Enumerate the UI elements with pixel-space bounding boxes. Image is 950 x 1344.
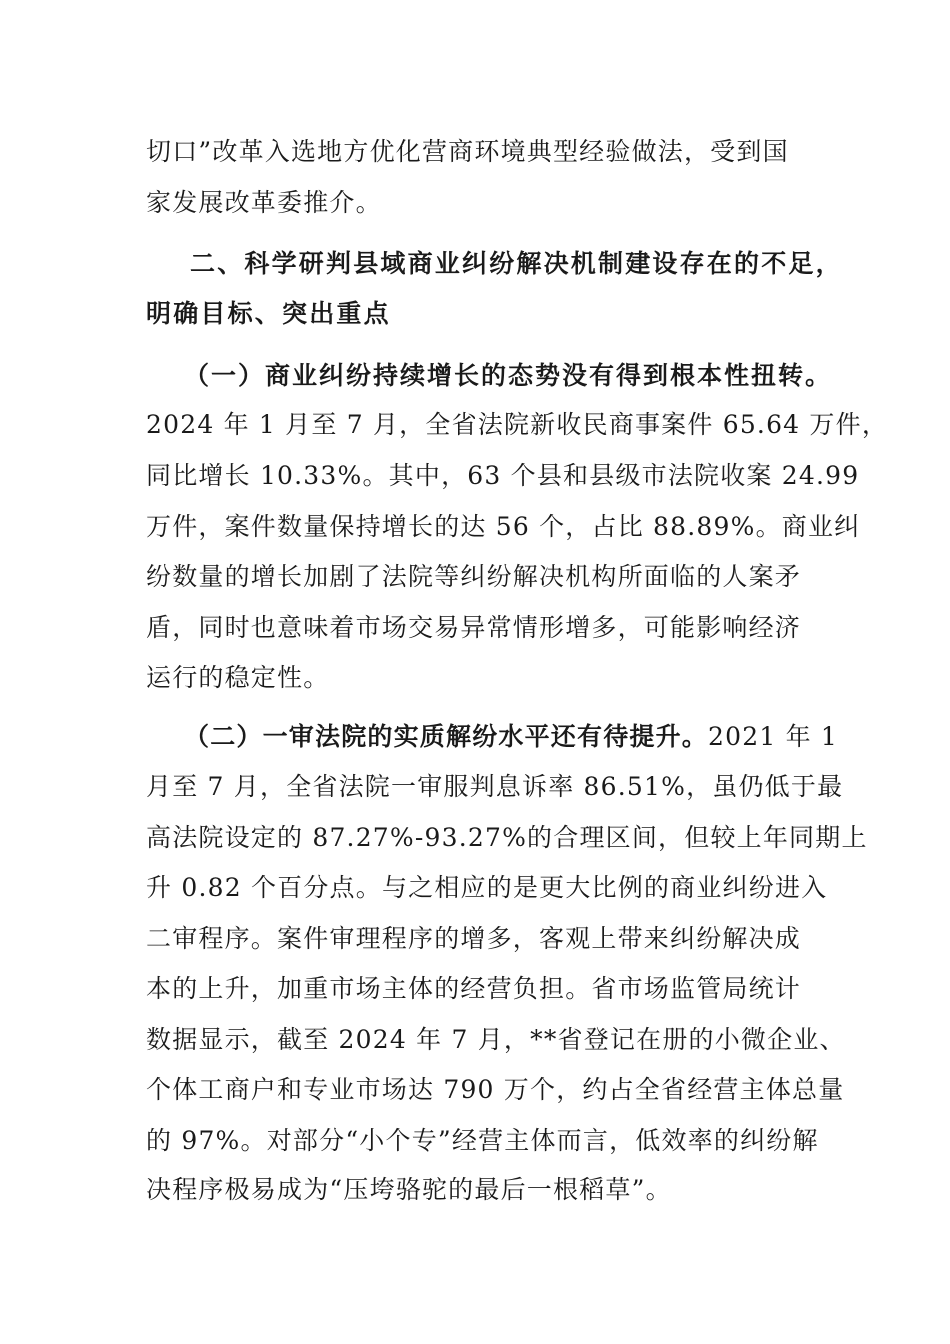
paragraph-line: 数据显示，截至 2024 年 7 月，**省登记在册的小微企业、 bbox=[146, 1025, 846, 1054]
subsection-title: （二）一审法院的实质解纷水平还有待提升。 bbox=[184, 722, 709, 751]
paragraph-line: 决程序极易成为“压垮骆驼的最后一根稻草”。 bbox=[146, 1175, 672, 1204]
subsection-first-line bbox=[184, 719, 838, 755]
subsection-title: （一）商业纠纷持续增长的态势没有得到根本性扭转。 bbox=[184, 361, 833, 390]
paragraph-line: 月至 7 月，全省法院一审服判息诉率 86.51%，虽仍低于最 bbox=[146, 772, 844, 801]
paragraph-line: 的 97%。对部分“小个专”经营主体而言，低效率的纠纷解 bbox=[146, 1126, 819, 1155]
paragraph-line: 高法院设定的 87.27%-93.27%的合理区间，但较上年同期上 bbox=[146, 823, 868, 852]
paragraph-line: 二审程序。案件审理程序的增多，客观上带来纠纷解决成 bbox=[146, 924, 802, 953]
section-heading: 二、科学研判县域商业纠纷解决机制建设存在的不足， bbox=[190, 249, 843, 278]
paragraph-line: 万件，案件数量保持增长的达 56 个，占比 88.89%。商业纠 bbox=[146, 512, 861, 541]
paragraph-line: 切口”改革入选地方优化营商环境典型经验做法，受到国 bbox=[146, 137, 789, 166]
paragraph-line: 运行的稳定性。 bbox=[146, 663, 330, 692]
section-heading: 明确目标、突出重点 bbox=[146, 299, 391, 328]
paragraph-line: 升 0.82 个百分点。与之相应的是更大比例的商业纠纷进入 bbox=[146, 873, 828, 902]
paragraph-line: 2024 年 1 月至 7 月，全省法院新收民商事案件 65.64 万件， bbox=[146, 410, 889, 439]
paragraph-line: 家发展改革委推介。 bbox=[146, 188, 382, 217]
paragraph-line: 本的上升，加重市场主体的经营负担。省市场监管局统计 bbox=[146, 974, 802, 1003]
paragraph-line: 同比增长 10.33%。其中，63 个县和县级市法院收案 24.99 bbox=[146, 461, 860, 490]
paragraph-line: 盾，同时也意味着市场交易异常情形增多，可能影响经济 bbox=[146, 613, 802, 642]
paragraph-line: 纷数量的增长加剧了法院等纠纷解决机构所面临的人案矛 bbox=[146, 562, 802, 591]
paragraph-text: 2021 年 1 bbox=[708, 722, 839, 751]
paragraph-line: 个体工商户和专业市场达 790 万个，约占全省经营主体总量 bbox=[146, 1075, 845, 1104]
